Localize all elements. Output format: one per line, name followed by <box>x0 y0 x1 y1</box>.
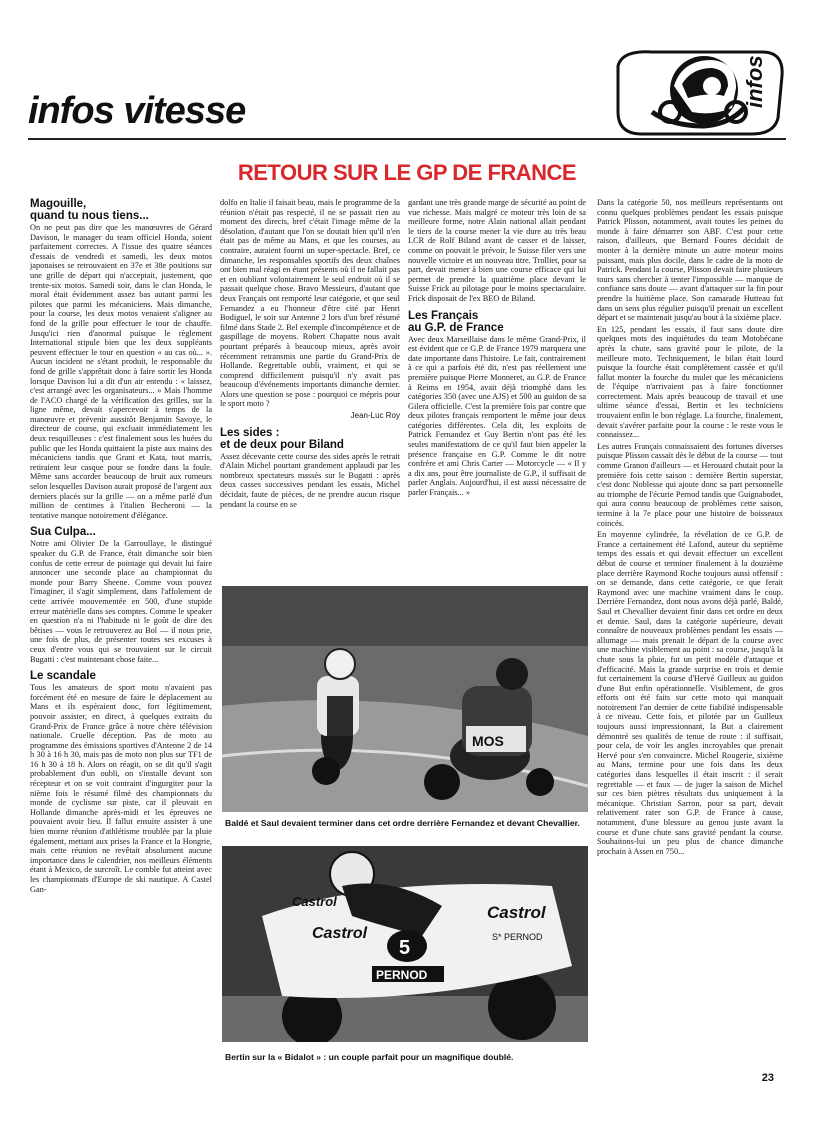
column-3 <box>408 198 586 500</box>
section-title: infos vitesse <box>28 90 246 132</box>
paragraph: En 125, pendant les essais, il faut sans doute dire quelques mots des inquiétudes du team Motobécane après la chute, sans gravité pour le pilote, de la meilleure moto. Techniquement, le bilan était lourd puisque la fourche était complètement cassée et qu'il fallut monter la fourche du mulet que les mécaniciens de l'équipe n'arrivaient pas à faire fonctionner correctement. Mais après beaucoup de travail et une ultime séance d'essai, Bertin et les techniciens trouvaient enfin le bon réglage. La fourche, finalement, devait s'avérer parfaite pour la course : le reste vous le connaissez... <box>597 324 783 440</box>
sponsor-text: Castrol <box>292 894 337 909</box>
author-signature: Jean-Luc Roy <box>350 411 400 421</box>
paragraph: Assez décevante cette course des sides après le retrait d'Alain Michel pourtant grandement applaudi par les nombreux spectateurs massés sur le Bugatti : après deux casses successives pendant les essais, Michel décidait, faute de pièces, de ne prendre aucun risque pendant la course en se <box>220 451 400 509</box>
bike-logo-text: MOS <box>472 733 504 749</box>
paragraph: dolfo en Italie il faisait beau, mais le programme de la réunion n'était pas respecté, il ne se passait rien au moment des directs, bref c'était l'image même de la désolation, d'autant que l'on se doutait bien qu'il n'en était pas de même au Mans, et que les courses, au contraire, auraient fourni un super-spectacle. Bref, ce dimanche, les responsables sportifs des deux chaînes ont bien mal réagi en étant présents où il ne fallait pas et en oubliant volontairement le seul endroit où il se passait quelque chose. Bravo Messieurs, d'autant que deux Français ont remporté leur catégorie, et que seul Fernandez a eu l'honneur d'être cité par Henri Bodiguel, le soir sur Antenne 2 lors d'un bref résumé filmé dans Stade 2. Bel exemple d'incompétence et de gaspillage de moyens. Robert Chapatte nous avait pourtant préparés à beaucoup mieux, après avoir récemment retransmis une partie du Grand-Prix de Hollande. Regrettable oubli, vraiment, et qui se comprend difficilement puisqu'il n'y avait pas beaucoup d'événements importants dimanche dernier. Alors une question se pose : pourquoi ce mépris pour le sport moto ? <box>220 198 400 409</box>
column-4 <box>597 198 783 858</box>
racer-helmet-icon <box>612 46 788 138</box>
sponsor-text: Castrol <box>312 925 368 942</box>
race-photo-bertin <box>222 846 588 1042</box>
page-number: 23 <box>761 1072 774 1084</box>
paragraph: Notre ami Olivier De la Garroullaye, le distingué speaker du G.P. de France, était dimanche soir bien confus de cette erreur de pointage qui devait lui faire annoncer une seconde place au championnat du monde pour Barry Sheene. Comme vous pouvez l'imaginer, il s'agit simplement, dans l'affolement de cette arrivée mouvementée en 500, d'une stupide erreur matérielle dans ses comptes. Comme le speaker en question n'a ni l'habitude ni le goût de dire des bêtises — vous le retrouverez au Bol — il nous prie, une fois de plus, de présenter toutes ses excuses à ceux d'entre vous qui se trouvaient sur le circuit Bugatti : c'est maintenant chose faite... <box>30 539 212 664</box>
paragraph: Dans la catégorie 50, nos meilleurs représentants ont connu quelques problèmes pendant les essais puisque Patrick Plisson, notamment, avait toutes les peines du monde à faire démarrer son ABF. C'est pour cette raison, d'ailleurs, que Bernard Foures décidait de monter à la dernière minute un autre moteur moins puissant, mais plus docile, dans le cadre de la moto de Patrick. Pendant la course, Plisson devait faire plusieurs tours sans chercher à tenter l'impossible — manque de confiance sans doute — avant d'attaquer sur la fin pour prendre la huitième place. Son camarade Hutteau fut dans un sens plus régulier puisqu'il prenait un excellent départ et se maintenait jusqu'au bout à la sixième place. <box>597 198 783 323</box>
subheading: Les Français au G.P. de France <box>408 309 504 334</box>
subheading: Le scandale <box>30 670 96 683</box>
infos-logo <box>612 46 788 138</box>
paragraph: Les autres Français connaissaient des fortunes diverses puisque Plisson cassait dès le début de la course — tout comme Granon d'ailleurs — et Herouard chutait pour la première fois cette saison : dernière Bertin superstar, c'est donc Noblesse qui ajoute donc sa part personnelle au triomphe de l'écurie Pernod tandis que Guignabodet, qui aura connu beaucoup de problèmes cette saison, termine à la 7e place pour une histoire de boisseaux coincés. <box>597 441 783 528</box>
photo-caption: Bertin sur la « Bidalot » : un couple parfait pour un magnifique doublé. <box>225 1052 514 1062</box>
sponsor-text: S* PERNOD <box>492 932 543 942</box>
paragraph: Tous les amateurs de sport moto n'avaient pas forcément été en mesure de faire le déplacement au Mans et ils espéraient donc, fort légitimement, pouvoir assister, en direct, à quelques extraits du Grand-Prix de France grâce à notre chère télévision nationale. Cruelle déception. Pas de moto au programme des émissions sportives d'Antenne 2 de 14 h 30 à 16 h 30, mais pas de moto non plus sur TF1 de 16 h 30 à 18 h. Alors on réagit, on se dit qu'il s'agit probablement d'un oubli, on s'installe devant son récepteur et on se voit contraint d'ingurgiter pour la nième fois le résumé filmé des championnats du monde de cyclisme sur piste, car il pleuvait en Hollande dimanche après-midi et les épreuves ne pouvaient avoir lieu. Il fallut ensuite assister à une bien morne réunion d'athlétisme troublée par la pluie également, mettant aux prises la France et la Hongrie, mais cette réunion ne revêtait absolument aucune importance dans le calendrier, nos meilleurs éléments étant à Mexico, de surcroît. Le comble fut atteint avec les championnats d'Europe de ski nautique. A Castel Gan- <box>30 683 212 894</box>
paragraph: On ne peut pas dire que les manœuvres de Gérard Davison, le manager du team officiel Honda, soient parfaitement correctes. A l'issue des quatre séances d'essais de vendredi et samedi, les deux motos japonaises se retrouvaient en 37e et 38e positions sur une grille de départ qui n'acceptait, justement, que trente-six motos. Samedi soir, dans le clan Honda, le moral était évidemment assez bas autant parmi les pilotes que parmi les mécaniciens. Mais dimanche, pour la course, les deux motos venaient s'aligner au fond de la grille pour effectuer le tour de chauffe. Jusqu'ici rien d'anormal puisque le règlement International stipule bien que les deux suppléants peuvent effectuer le tour en question « au cas où... ». Aucun incident ne s'étant produit, le responsable du fond de grille s'apprêtait donc à faire sortir les Honda lorsque Davison lui a dit d'un air entendu : « laissez, c'est arrangé avec les organisateurs... » Mais l'homme de l'ACO chargé de la vérification des grilles, sur la ligne même, devait s'apercevoir à temps de la manœuvre et prévenir aussitôt Benjamin Savoye, le directeur de course, qui excluait immédiatement les deux resquilleuses : c'est finalement sous les huées du public que les Honda quittaient la piste aux mains des mécaniciens tandis que Grant et Kata, tout marris, retiraient leur casque pour se fondre dans la foule. Même sans accorder beaucoup de bruit aux rumeurs selon lesquelles Davison aurait proposé de l'argent aux derniers placés sur la grille — on a même parlé d'un million de centimes à l'italien Becheroni — la tentative manque notoirement d'élégance. <box>30 223 212 520</box>
sponsor-text: PERNOD <box>376 968 428 982</box>
photo-caption: Baldé et Saul devaient terminer dans cet ordre derrière Fernandez et devant Chevallier. <box>225 818 580 828</box>
column-1 <box>30 198 212 896</box>
subheading: Sua Culpa... <box>30 526 96 539</box>
subheading: Magouille, quand tu nous tiens... <box>30 198 149 222</box>
article-headline: RETOUR SUR LE GP DE FRANCE <box>237 160 577 185</box>
sponsor-text: Castrol <box>487 903 546 922</box>
column-2 <box>220 198 400 511</box>
paragraph: Avec deux Marseillaise dans le même Grand-Prix, il est évident que ce G.P. de France 1979 marquera une date importante dans l'histoire. Le fait, contrairement à ce qui a parfois été dit, n'est pas réellement une première puisque Pierre Monneret, au G.P. de France à Reims en 1954, avait déjà triomphé dans les catégories 350 (avec une AJS) et 500 au guidon de sa Gilera officielle. C'est la première fois par contre que deux pilotes français remportent le même jour deux catégories différentes. Cela dit, les exploits de Patrick Fernandez et Guy Bertin n'ont pas été les seules manifestations de ce qu'il faut bien appeler la présence française en G.P. Comme le dit notre confrère et ami Chris Carter — Motorcycle — « Il y a dix ans, pour être journaliste de G.P., il suffisait de parler Anglais. Aujourd'hui, il est aussi nécessaire de parler Français... » <box>408 334 586 498</box>
race-photo-balde-saul <box>222 586 588 812</box>
logo-text: infos <box>742 55 767 108</box>
paragraph: gardant une très grande marge de sécurité au point de vue richesse. Mais malgré ce moteur très loin de sa meilleure forme, notre Alain national allait pendant le tiers de la course mener la vie dure au très beau LCR de Rolf Biland avant de casser et de laisser, comme on pouvait le prévoir, le Suisse filer vers une nouvelle victoire et un nouveau titre. Trolliet, pour sa part, devait mener à bien une course efficace qui lui permet de prendre la quatrième place devant le Suisse Frick au pilotage pour le moins spectaculaire. Frick disposait de l'ex BEO de Biland. <box>408 198 586 303</box>
subheading: Les sides : et de deux pour Biland <box>220 426 344 451</box>
paragraph: En moyenne cylindrée, la révélation de ce G.P. de France a certainement été Lafond, auteur du septième temps des essais et qui devait effectuer un excellent début de course et terminer finalement à la douzième place derrière Raymond Roche toujours aussi offensif : on se demande, dans cette catégorie, ce que ferait Raymond avec une machine vraiment dans le coup. Derrière Fernandez, dont nous avons déjà parlé, Baldé, Saul et Chevallier devaient finir dans cet ordre en deux et demie. Saul, dans la catégorie supérieure, devait connaître de nouveaux problèmes pendant les essais — allumage — mais prenait le départ de la course avec une machine visiblement au point : sa course, jusqu'à la chute sous la pluie, fut un petit modèle d'attaque et d'efficacité. Mais la grande surprise en trois et demie fut certainement la course d'Hervé Guilleux au guidon d'une But enfin opérationnelle. Visiblement, de gros efforts ont été faits sur cette moto qui manquait notoirement l'an dernier de cette fiabilité indispensable à ce niveau. Cette fois, et pilotée par un Guilleux toujours aussi impressionnant, la But a clairement démontré ses qualités de tenue de route : il suffisait, pour cela, de voir les angles incroyables que prenait Hervé pour s'en convaincre. Michel Rougerie, sixième au Mans, termine pour une fois dans les deux catégories dans lesquelles il était inscrit : il serait regrettable — et faux — de juger la saison de Michel sur ces bien piètres résultats dus uniquement à la mécanique. Christian Sarron, pour sa part, devait relativement rater son G.P. de France à cause, notamment, d'une blessure au genou juste avant la course et d'une chute sans gravité pendant la course. Souhaitons-lui un peu plus de chance dimanche prochain à Assen en 750... <box>597 530 783 856</box>
header-divider <box>28 138 786 140</box>
race-number: 5 <box>399 937 411 959</box>
